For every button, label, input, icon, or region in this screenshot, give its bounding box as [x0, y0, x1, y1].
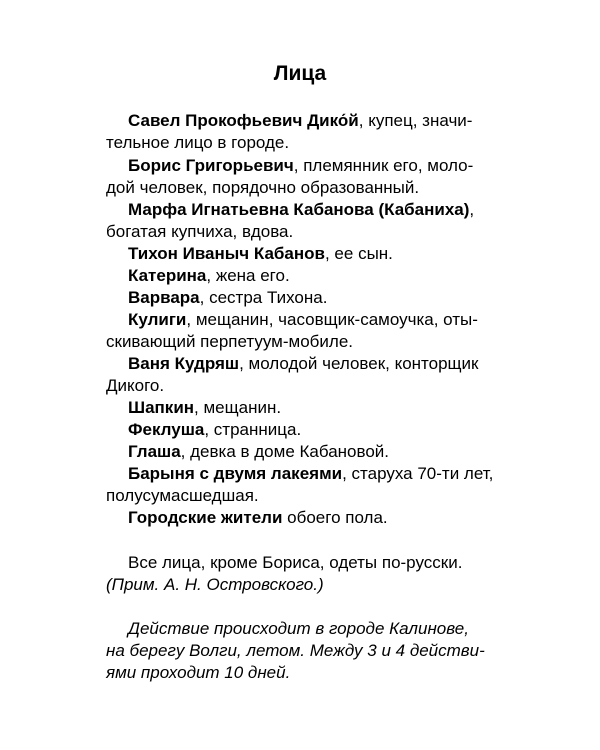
costume-note — [128, 552, 462, 574]
cast-name-tikhon: Тихон Иваныч Кабанов — [128, 244, 325, 263]
cast-desc-dikoy-1: , купец, значи- — [358, 111, 473, 130]
cast-desc-varvara: , сестра Тихона. — [199, 288, 328, 307]
setting-line-2: на берегу Волги, летом. Между 3 и 4 действи- — [106, 641, 485, 660]
page-title: Лица — [273, 62, 327, 85]
cast-name-boris: Борис Григорьевич — [128, 156, 294, 175]
cast-desc-barynya-1: , старуха 70-ти лет, — [342, 464, 494, 483]
cast-entry-kuligi-line-2 — [106, 331, 353, 353]
cast-entry-tikhon — [128, 243, 393, 265]
cast-name-barynya: Барыня с двумя лакеями — [128, 464, 343, 483]
setting-line-3-row — [106, 662, 290, 684]
cast-entry-boris-line-2 — [106, 177, 419, 199]
cast-name-kabanikha: Марфа Игнатьевна Кабанова (Кабаниха) — [128, 200, 470, 219]
cast-desc-boris-1: , племянник его, моло- — [293, 156, 474, 175]
cast-desc-tikhon: , ее сын. — [324, 244, 393, 263]
cast-entry-shapkin — [128, 397, 281, 419]
cast-entry-feklusha — [128, 419, 301, 441]
cast-desc-glasha: , девка в доме Кабановой. — [180, 442, 390, 461]
cast-desc-shapkin: , мещанин. — [194, 398, 282, 417]
cast-entry-dikoy-line-1 — [128, 110, 473, 132]
cast-entry-kabanikha-line-2 — [106, 221, 293, 243]
cast-name-glasha: Глаша — [128, 442, 181, 461]
cast-entry-barynya-line-2 — [106, 485, 259, 507]
cast-name-feklusha: Феклуша — [128, 420, 205, 439]
cast-desc-barynya-2: полусумасшедшая. — [106, 486, 259, 505]
cast-name-shapkin: Шапкин — [128, 398, 195, 417]
cast-entry-katerina — [128, 265, 290, 287]
cast-entry-varvara — [128, 287, 327, 309]
setting-line-2-row — [106, 640, 485, 662]
cast-desc-kabanikha-2: богатая купчиха, вдова. — [106, 222, 294, 241]
cast-desc-kudryash-1: , молодой человек, конторщик — [239, 354, 479, 373]
note-attribution: (Прим. А. Н. Островского.) — [106, 575, 324, 594]
setting-line-3: ями проходит 10 дней. — [106, 663, 291, 682]
cast-desc-kabanikha-1: , — [469, 200, 475, 219]
cast-entry-kudryash-line-1 — [128, 353, 479, 375]
cast-name-dikoy: Савел Прокофьевич Дико́й — [128, 111, 359, 130]
cast-entry-barynya-line-1 — [128, 463, 494, 485]
cast-name-kudryash: Ваня Кудряш — [128, 354, 240, 373]
cast-name-varvara: Варвара — [128, 288, 200, 307]
cast-desc-kudryash-2: Дикого. — [106, 376, 165, 395]
cast-entry-boris-line-1 — [128, 155, 474, 177]
cast-desc-kuligi-2: скивающий перпетуум-мобиле. — [106, 332, 353, 351]
cast-entry-kudryash-line-2 — [106, 375, 164, 397]
cast-name-katerina: Катерина — [128, 266, 207, 285]
cast-name-townspeople: Городские жители — [128, 508, 283, 527]
cast-desc-feklusha: , странница. — [204, 420, 302, 439]
cast-entry-kuligi-line-1 — [128, 309, 478, 331]
cast-name-kuligi: Кулиги — [128, 310, 187, 329]
cast-entry-townspeople — [128, 507, 388, 529]
note-attribution-line — [106, 574, 324, 596]
cast-desc-dikoy-2: тельное лицо в городе. — [106, 133, 290, 152]
cast-desc-kuligi-1: , мещанин, часовщик-самоучка, оты- — [186, 310, 478, 329]
cast-desc-boris-2: дой человек, порядочно образованный. — [106, 178, 420, 197]
cast-desc-townspeople: обоего пола. — [282, 508, 388, 527]
cast-desc-katerina: , жена его. — [206, 266, 290, 285]
cast-entry-dikoy-line-2 — [106, 132, 289, 154]
cast-entry-kabanikha-line-1 — [128, 199, 475, 221]
costume-note-text: Все лица, кроме Бориса, одеты по-русски. — [128, 553, 463, 572]
setting-line-1: Действие происходит в городе Калинове, — [128, 619, 469, 638]
cast-entry-glasha — [128, 441, 389, 463]
setting-line-1-row — [128, 618, 469, 640]
